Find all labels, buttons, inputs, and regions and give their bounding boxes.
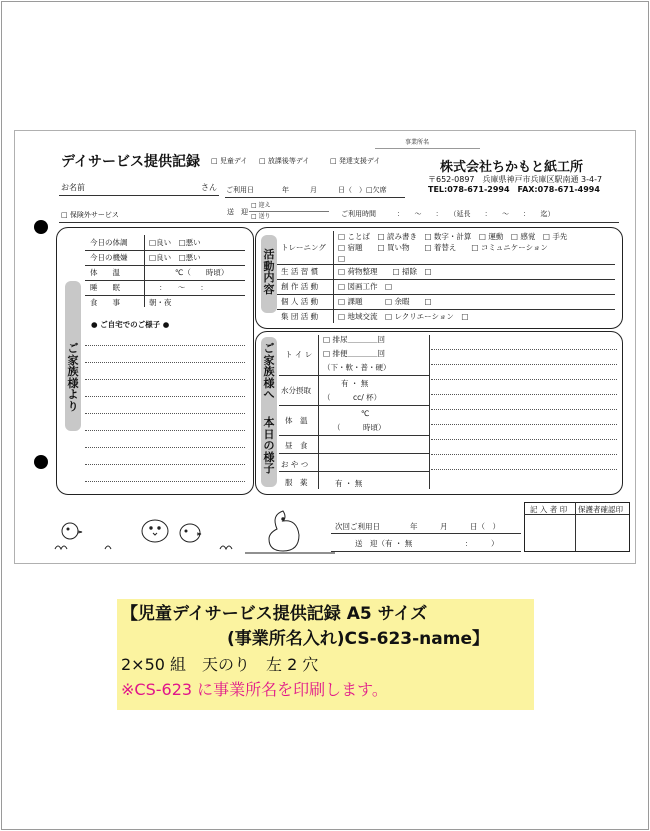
training-label: トレーニング: [281, 243, 326, 252]
condition-label: 今日の体調: [90, 238, 128, 247]
caption-line4: ※CS-623 に事業所名を印刷します。: [121, 680, 388, 699]
medicine-label: 服 薬: [285, 478, 308, 487]
snack-label: お や つ: [281, 460, 309, 469]
body-temp-time[interactable]: （ 時頃）: [333, 423, 386, 432]
toilet-stool-type[interactable]: （下・軟・普・硬）: [323, 363, 391, 372]
mood-label: 今日の機嫌: [90, 253, 128, 262]
condition-value[interactable]: □良い □悪い: [149, 238, 201, 247]
next-use-date[interactable]: 次回ご利用日 年 月 日（ ）: [335, 522, 500, 531]
use-time-field[interactable]: ご利用時間 ： ～ ： （延長 ： ～ ： 迄）: [341, 210, 555, 218]
group-label: 集 団 活 動: [281, 312, 319, 321]
water-label: 水分摂取: [281, 386, 311, 395]
training-items-row3[interactable]: □: [338, 254, 346, 263]
home-status-title: ● ご自宅でのご様子 ●: [91, 320, 170, 329]
name-suffix: さん: [201, 183, 217, 192]
temperature-label: 体 温: [90, 268, 120, 277]
water-amount[interactable]: （ cc/ 杯）: [323, 393, 382, 402]
service-type-after-school[interactable]: □ 放課後等デイ: [259, 157, 310, 165]
sleep-value[interactable]: ： ～ ：: [159, 283, 208, 292]
office-name-label: 事業所名: [405, 139, 430, 146]
mood-value[interactable]: □良い □悪い: [149, 253, 201, 262]
creative-label: 創 作 活 動: [281, 282, 319, 291]
transport-label: 送 迎: [227, 208, 248, 216]
caption-line3: 2×50 組 天のり 左 2 穴: [121, 655, 319, 674]
creative-items[interactable]: □ 図画工作 □: [338, 282, 393, 291]
temperature-value[interactable]: ℃（ 時頃）: [175, 268, 229, 277]
insurance-checkbox[interactable]: □ 保険外サービス: [61, 211, 119, 219]
name-label: お名前: [61, 183, 85, 192]
binder-hole-top: [34, 220, 48, 234]
use-date-field[interactable]: ご利用日 年 月 日（ ）□欠席: [226, 186, 387, 194]
status-side-label-b: 本日の様子: [263, 416, 275, 476]
toilet-label: ト イ レ: [285, 350, 313, 359]
meal-label: 食 事: [90, 298, 120, 307]
company-address: 〒652-0897 兵庫県神戸市兵庫区駅南通 3-4-7: [428, 175, 603, 184]
training-items-row1[interactable]: □ ことば □ 読み書き □ 数字・計算 □ 運動 □ 感覚 □ 手先: [338, 232, 568, 241]
body-temp-label: 体 温: [285, 416, 308, 425]
life-habit-items[interactable]: □ 荷物整理 □ 掃除 □: [338, 267, 432, 276]
service-type-child[interactable]: □ 児童デイ: [211, 157, 248, 165]
service-type-development[interactable]: □ 発達支援デイ: [330, 157, 381, 165]
individual-label: 個 人 活 動: [281, 297, 319, 306]
guardian-stamp-label: 保護者確認印: [578, 505, 623, 514]
lunch-label: 昼 食: [285, 441, 308, 450]
sleep-label: 睡 眠: [90, 283, 120, 292]
water-yes-no[interactable]: 有 ・ 無: [341, 379, 369, 388]
binder-hole-bottom: [34, 455, 48, 469]
company-tel-fax: TEL:078-671-2994 FAX:078-671-4994: [428, 185, 600, 194]
activity-side-label: 活動内容: [263, 248, 275, 296]
next-transport[interactable]: 送 迎（有 ・ 無 ： ）: [355, 539, 499, 548]
caption-line2: (事業所名入れ)CS-623-name】: [227, 629, 489, 649]
individual-items[interactable]: □ 課題 □ 余暇 □: [338, 297, 432, 306]
toilet-stool[interactable]: □ 排便＿＿＿＿回: [323, 349, 385, 358]
chick-illustration: [45, 501, 345, 561]
toilet-urine[interactable]: □ 排尿＿＿＿＿回: [323, 335, 385, 344]
caption-line1: 【児童デイサービス提供記録 A5 サイズ: [121, 604, 428, 624]
training-items-row2[interactable]: □ 宿題 □ 買い物 □ 着替え □ コミュニケーション: [338, 243, 548, 252]
family-side-label: ご家族様より: [67, 342, 79, 413]
record-form-sheet: [14, 130, 636, 564]
recorder-stamp-label: 記 入 者 印: [530, 505, 568, 514]
medicine-value[interactable]: 有 ・ 無: [335, 479, 363, 488]
product-caption: [117, 599, 534, 710]
body-temp-value[interactable]: ℃: [361, 409, 370, 418]
meal-value[interactable]: 朝・夜: [149, 298, 172, 307]
status-side-label-a: ご家族様へ: [263, 342, 275, 402]
pickup-checkbox[interactable]: □ 迎え: [251, 202, 271, 209]
company-name: 株式会社ちかもと紙工所: [440, 160, 584, 175]
form-title: デイサービス提供記録: [61, 154, 201, 170]
dropoff-checkbox[interactable]: □ 送り: [251, 213, 271, 220]
group-items[interactable]: □ 地域交流 □ レクリエーション □: [338, 312, 469, 321]
life-habit-label: 生 活 習 慣: [281, 267, 319, 276]
